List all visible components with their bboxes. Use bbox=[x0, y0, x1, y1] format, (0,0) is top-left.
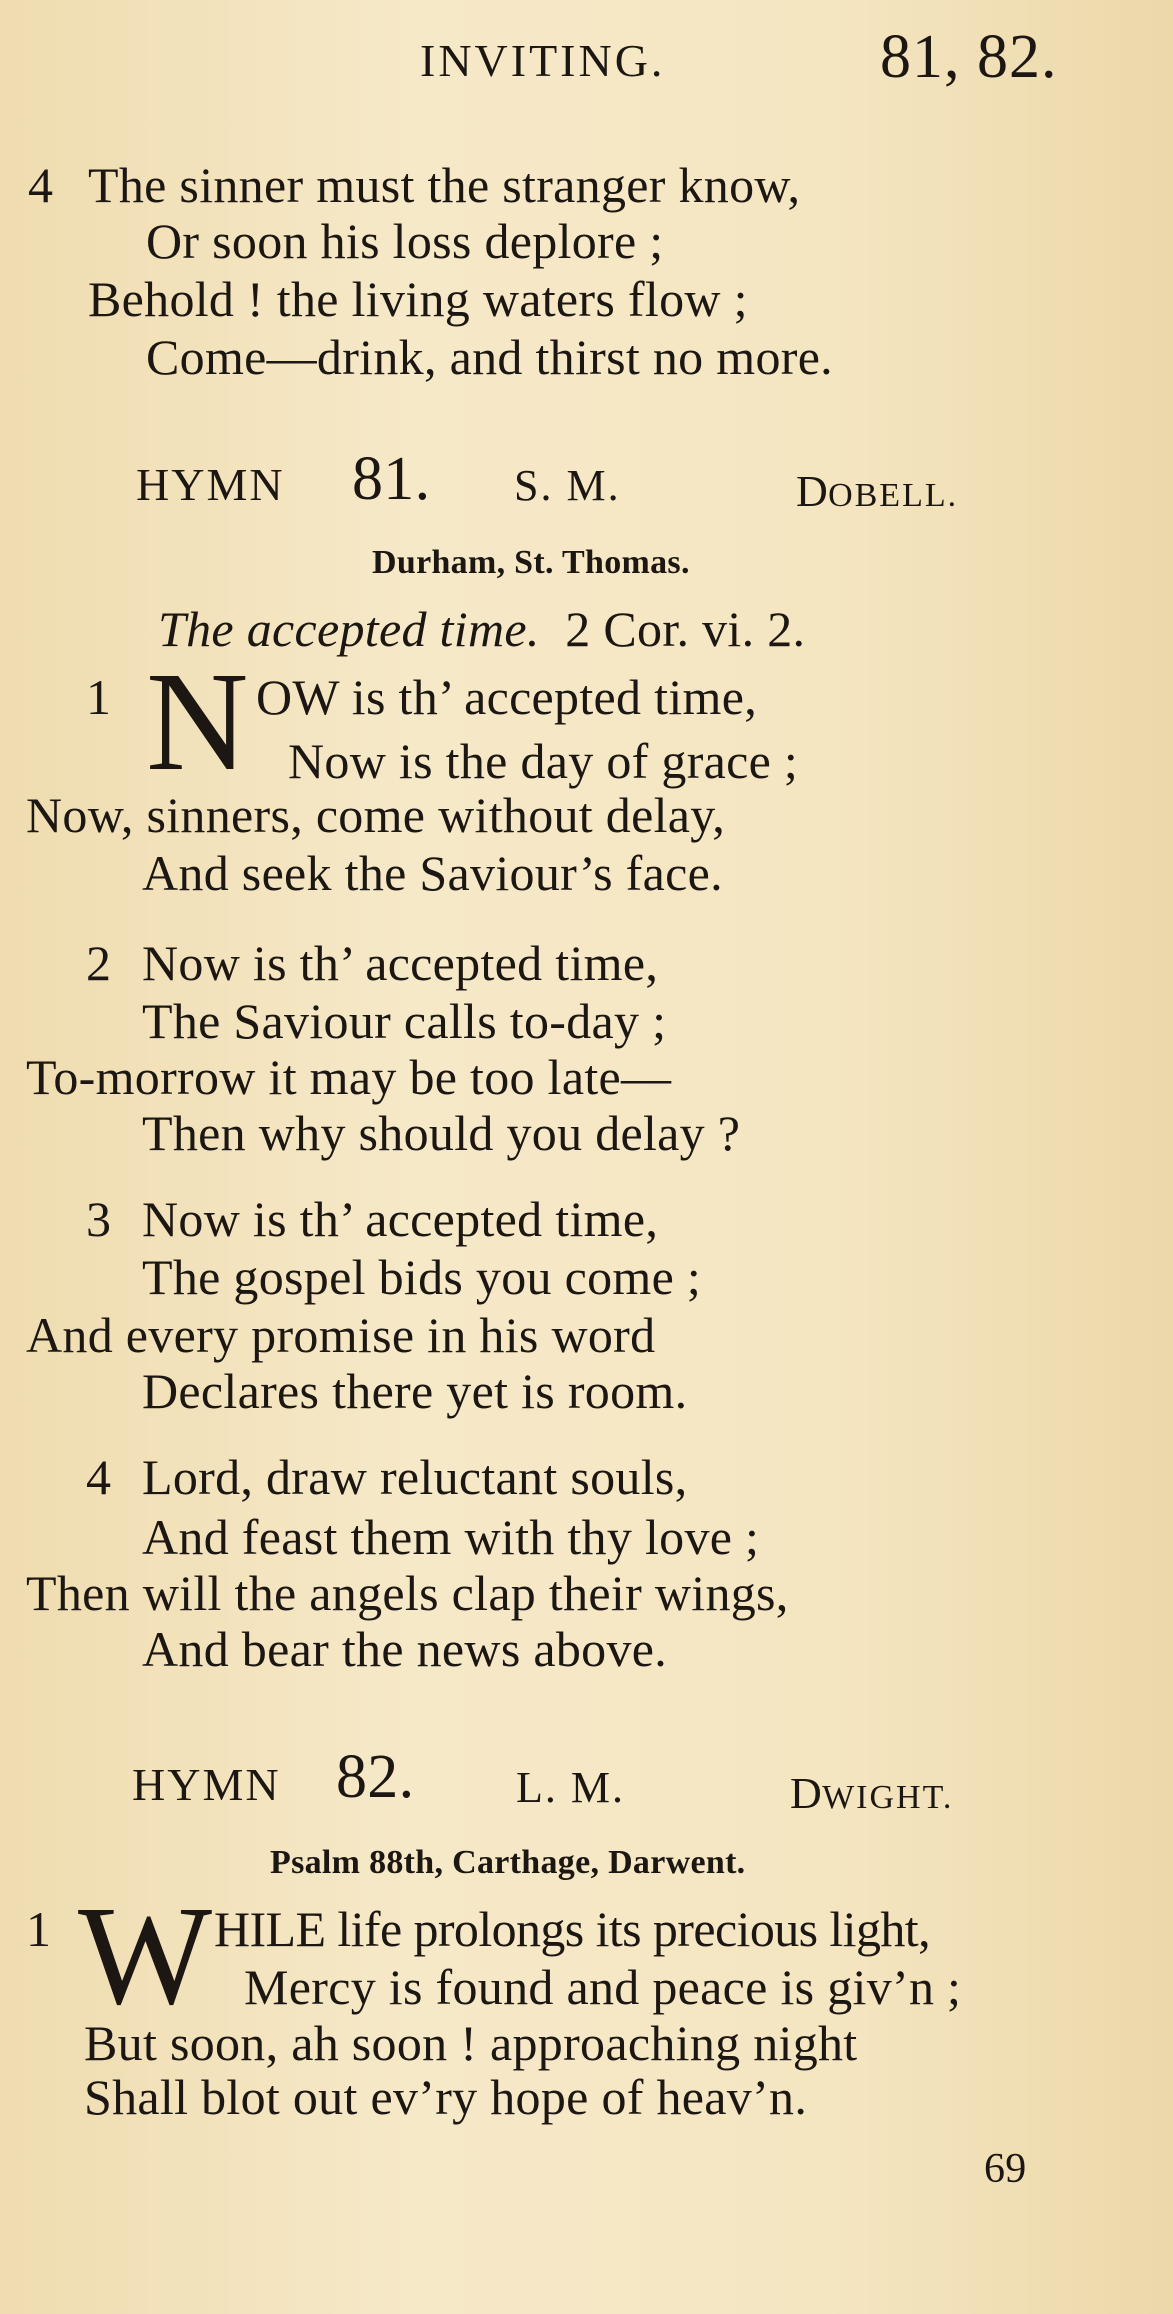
author-rest: WIGHT. bbox=[822, 1779, 954, 1816]
verse-line: Now is the day of grace ; bbox=[288, 733, 799, 789]
hymn-label: HYMN bbox=[136, 459, 285, 510]
verse-line: Shall blot out ev’ry hope of heav’n. bbox=[84, 2069, 808, 2125]
verse-line: Come—drink, and thirst no more. bbox=[146, 329, 833, 385]
verse-number: 1 bbox=[86, 669, 112, 725]
author-initial: D bbox=[796, 467, 829, 516]
hymn-number: 81. bbox=[352, 445, 431, 513]
verse-line: The gospel bids you come ; bbox=[142, 1249, 702, 1305]
scripture-reference: 2 Cor. vi. 2. bbox=[565, 601, 806, 657]
verse-line: Then why should you delay ? bbox=[142, 1105, 741, 1161]
drop-cap: W bbox=[78, 1876, 213, 2034]
hymn-tunes: Durham, St. Thomas. bbox=[372, 544, 690, 581]
verse-line: Or soon his loss deplore ; bbox=[146, 213, 664, 269]
page-number: 69 bbox=[984, 2146, 1027, 2192]
hymn-meter: S. M. bbox=[514, 461, 621, 510]
verse-line: Now is th’ accepted time, bbox=[142, 1191, 659, 1247]
hymn-number: 82. bbox=[336, 1743, 415, 1811]
hymn-subject-line bbox=[158, 601, 806, 657]
hymn-meter: L. M. bbox=[516, 1763, 625, 1812]
verse-line: Declares there yet is room. bbox=[142, 1363, 688, 1419]
hymn-author bbox=[796, 464, 958, 514]
running-header-page-numbers: 81, 82. bbox=[880, 23, 1058, 91]
running-header-section: INVITING. bbox=[420, 35, 666, 86]
verse-line: Mercy is found and peace is giv’n ; bbox=[244, 1959, 962, 2015]
verse-line: OW is th’ accepted time, bbox=[256, 669, 757, 725]
verse-number: 1 bbox=[26, 1901, 52, 1957]
verse-line: And seek the Saviour’s face. bbox=[142, 845, 723, 901]
verse-line: Behold ! the living waters flow ; bbox=[88, 271, 748, 327]
verse-line: The sinner must the stranger know, bbox=[88, 157, 801, 213]
verse-line: And every promise in his word bbox=[26, 1307, 656, 1363]
verse-line: But soon, ah soon ! approaching night bbox=[84, 2015, 858, 2071]
verse-line: Then will the angels clap their wings, bbox=[26, 1565, 789, 1621]
verse-line: HILE life prolongs its precious light, bbox=[214, 1901, 930, 1957]
hymn-tunes: Psalm 88th, Carthage, Darwent. bbox=[270, 1844, 746, 1881]
verse-number: 4 bbox=[86, 1449, 112, 1505]
hymn-label: HYMN bbox=[132, 1759, 281, 1810]
verse-number: 4 bbox=[28, 157, 54, 213]
verse-line: Now, sinners, come without delay, bbox=[26, 787, 726, 843]
verse-line: Now is th’ accepted time, bbox=[142, 935, 659, 991]
hymn-subject: The accepted time. bbox=[158, 601, 540, 657]
verse-line: The Saviour calls to-day ; bbox=[142, 993, 667, 1049]
author-initial: D bbox=[790, 1769, 823, 1818]
verse-line: And bear the news above. bbox=[142, 1621, 668, 1677]
verse-line: And feast them with thy love ; bbox=[142, 1509, 760, 1565]
hymn-author bbox=[790, 1766, 953, 1816]
drop-cap: N bbox=[146, 642, 249, 800]
verse-line: To-morrow it may be too late— bbox=[26, 1049, 672, 1105]
verse-number: 2 bbox=[86, 935, 112, 991]
verse-line: Lord, draw reluctant souls, bbox=[142, 1449, 688, 1505]
verse-number: 3 bbox=[86, 1191, 112, 1247]
author-rest: OBELL. bbox=[828, 477, 959, 514]
